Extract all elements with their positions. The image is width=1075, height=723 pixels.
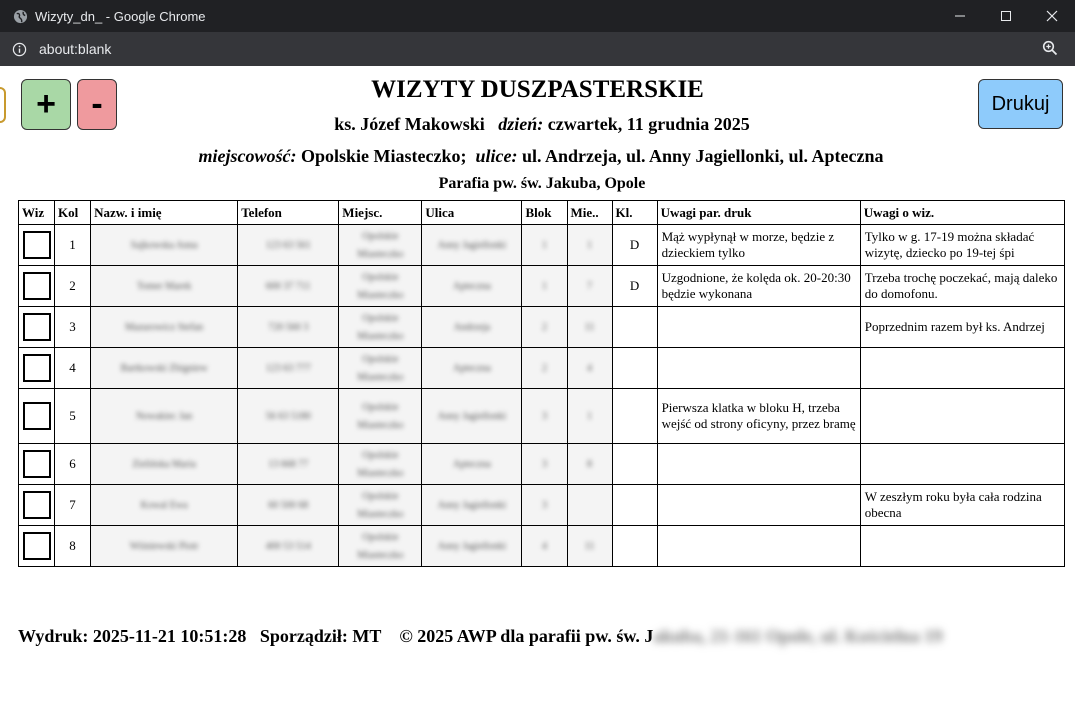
col-header-street: Ulica (422, 201, 522, 225)
maximize-icon[interactable] (983, 0, 1029, 32)
place-text: Opolskie Miasteczko (357, 231, 404, 260)
day-value: czwartek, 11 grudnia 2025 (547, 114, 750, 134)
place-text: Opolskie Miasteczko (357, 532, 404, 561)
col-header-note-print: Uwagi par. druk (657, 201, 860, 225)
priest-name: ks. Józef Makowski (334, 114, 485, 134)
phone-cell (238, 266, 339, 307)
block-cell (522, 444, 567, 485)
note-visit-cell (860, 389, 1064, 444)
parish-name: Parafia pw. św. Jakuba, Opole (438, 175, 646, 192)
class-cell (612, 485, 657, 526)
col-header-block: Blok (522, 201, 567, 225)
note-print-cell: Mąż wypłynął w morze, będzie z dzieckiem tylko (657, 225, 860, 266)
visit-checkbox[interactable] (23, 532, 51, 560)
location-line (0, 146, 1075, 167)
visit-checkbox[interactable] (23, 272, 51, 300)
street-text: Apteczna (453, 281, 491, 292)
phone-text: 123 63 777 (265, 363, 311, 374)
flat-text: 11 (584, 322, 595, 333)
visit-checkbox-cell[interactable] (19, 389, 55, 444)
name-cell (91, 225, 238, 266)
block-cell (522, 266, 567, 307)
kol-cell: 4 (55, 348, 91, 389)
phone-cell (238, 307, 339, 348)
print-button[interactable]: Drukuj (978, 79, 1063, 129)
place-cell (339, 225, 422, 266)
street-text: Anny Jagiellonki (437, 411, 507, 422)
note-print-cell (657, 526, 860, 567)
flat-text: 7 (587, 281, 593, 292)
phone-cell (238, 444, 339, 485)
place-text: Opolskie Miasteczko (357, 272, 404, 301)
block-text: 3 (541, 500, 547, 511)
street-text: Anny Jagiellonki (437, 541, 507, 552)
zoom-icon[interactable] (1042, 40, 1060, 58)
street-text: Anny Jagiellonki (437, 240, 507, 251)
street-text: Anny Jagiellonki (437, 500, 507, 511)
copyright-text: © 2025 AWP dla parafii pw. św. J (399, 626, 654, 646)
flat-text: 1 (587, 411, 593, 422)
visit-checkbox[interactable] (23, 491, 51, 519)
note-print-cell: Uzgodnione, że kolęda ok. 20-20:30 będzie wykonana (657, 266, 860, 307)
block-cell (522, 307, 567, 348)
visit-checkbox-cell[interactable] (19, 266, 55, 307)
browser-title-bar (0, 0, 1075, 32)
name-cell (91, 485, 238, 526)
day-label: dzień: (498, 114, 544, 134)
place-cell (339, 389, 422, 444)
block-text: 1 (541, 281, 547, 292)
minimize-icon[interactable] (937, 0, 983, 32)
name-cell (91, 444, 238, 485)
name-cell (91, 307, 238, 348)
table-row (19, 485, 1065, 526)
priest-and-day-line (0, 114, 1075, 135)
col-header-name: Nazw. i imię (91, 201, 238, 225)
name-text: Bartkowski Zbigniew (120, 363, 208, 374)
block-text: 2 (541, 363, 547, 374)
phone-text: 60 500 68 (268, 500, 309, 511)
block-text: 3 (541, 459, 547, 470)
place-cell (339, 307, 422, 348)
prepared-by: Sporządził: MT (259, 626, 382, 646)
name-text: Sajkowska Anna (130, 240, 198, 251)
note-visit-cell (860, 348, 1064, 389)
col-header-kol: Kol (55, 201, 91, 225)
flat-text: 8 (587, 459, 593, 470)
table-row (19, 526, 1065, 567)
visit-checkbox[interactable] (23, 231, 51, 259)
class-cell (612, 389, 657, 444)
add-button[interactable]: + (21, 79, 71, 130)
visit-checkbox-cell[interactable] (19, 444, 55, 485)
flat-cell (567, 485, 612, 526)
visit-checkbox[interactable] (23, 313, 51, 341)
phone-text: 123 63 561 (265, 240, 311, 251)
place-text: Opolskie Miasteczko (357, 354, 404, 383)
note-visit-cell: Trzeba trochę poczekać, mają daleko do domofonu. (860, 266, 1064, 307)
flat-text: 1 (587, 240, 593, 251)
name-text: Tomer Marek (136, 281, 192, 292)
place-text: Opolskie Miasteczko (357, 402, 404, 431)
print-footer (18, 626, 942, 647)
table-header-row (19, 201, 1065, 225)
class-cell: D (612, 225, 657, 266)
street-text: Apteczna (453, 459, 491, 470)
phone-cell (238, 348, 339, 389)
flat-cell (567, 444, 612, 485)
kol-cell: 5 (55, 389, 91, 444)
street-cell (422, 266, 522, 307)
visit-checkbox-cell[interactable] (19, 307, 55, 348)
place-text: Opolskie Miasteczko (357, 450, 404, 479)
copyright-address-blurred: akuba, 21-161 Opole, ul. Kościelna 19 (653, 626, 943, 646)
phone-text: 720 560 3 (268, 322, 309, 333)
name-cell (91, 266, 238, 307)
info-icon[interactable] (11, 41, 27, 57)
remove-button[interactable]: - (77, 79, 117, 130)
block-cell (522, 348, 567, 389)
street-cell (422, 225, 522, 266)
kol-cell: 7 (55, 485, 91, 526)
col-header-place: Miejsc. (339, 201, 422, 225)
name-text: Wiśniewski Piotr (129, 541, 199, 552)
street-cell (422, 307, 522, 348)
note-visit-cell: Poprzednim razem był ks. Andrzej (860, 307, 1064, 348)
table-row (19, 266, 1065, 307)
note-print-cell (657, 444, 860, 485)
flat-text: 4 (587, 363, 593, 374)
col-header-class: Kl. (612, 201, 657, 225)
table-row (19, 389, 1065, 444)
street-text: Andrzeja (453, 322, 491, 333)
note-visit-cell: W zeszłym roku była cała rodzina obecna (860, 485, 1064, 526)
block-cell (522, 225, 567, 266)
class-cell (612, 444, 657, 485)
col-header-note-visit: Uwagi o wiz. (860, 201, 1064, 225)
visit-checkbox[interactable] (23, 402, 51, 430)
place-cell (339, 526, 422, 567)
visits-table (18, 200, 1065, 567)
block-cell (522, 526, 567, 567)
block-cell (522, 485, 567, 526)
col-header-wiz: Wiz (19, 201, 55, 225)
note-print-cell (657, 348, 860, 389)
block-text: 1 (541, 240, 547, 251)
street-cell (422, 526, 522, 567)
place-text: Opolskie Miasteczko (357, 313, 404, 342)
note-visit-cell (860, 526, 1064, 567)
place-cell (339, 444, 422, 485)
phone-cell (238, 225, 339, 266)
place-cell (339, 348, 422, 389)
visit-checkbox-cell[interactable] (19, 526, 55, 567)
print-timestamp: Wydruk: 2025-11-21 10:51:28 (18, 626, 247, 646)
phone-text: 56 63 5180 (265, 411, 311, 422)
page-content (0, 66, 1075, 723)
col-header-flat: Mie.. (567, 201, 612, 225)
class-cell (612, 307, 657, 348)
kol-cell: 1 (55, 225, 91, 266)
place-cell (339, 485, 422, 526)
flat-text: 11 (584, 541, 595, 552)
place-text: Opolskie Miasteczko (357, 491, 404, 520)
visit-checkbox-cell[interactable] (19, 225, 55, 266)
url-text[interactable]: about:blank (39, 41, 112, 57)
block-text: 3 (541, 411, 547, 422)
block-cell (522, 389, 567, 444)
note-print-cell (657, 307, 860, 348)
table-row (19, 225, 1065, 266)
note-visit-cell: Tylko w g. 17-19 można składać wizytę, dziecko po 19-tej śpi (860, 225, 1064, 266)
name-text: Zielińska Maria (132, 459, 196, 470)
table-row (19, 307, 1065, 348)
flat-cell (567, 526, 612, 567)
phone-text: 400 53 514 (265, 541, 311, 552)
flat-cell (567, 266, 612, 307)
address-bar[interactable] (0, 32, 1075, 66)
flat-cell (567, 307, 612, 348)
streets-label: ulice: (475, 146, 518, 166)
place-value: Opolskie Miasteczko; (300, 146, 467, 166)
name-text: Mazurowicz Stefan (125, 322, 204, 333)
block-text: 2 (541, 322, 547, 333)
window-title: Wizyty_dn_ - Google Chrome (35, 8, 206, 24)
flat-cell (567, 389, 612, 444)
name-cell (91, 389, 238, 444)
street-cell (422, 444, 522, 485)
kol-cell: 8 (55, 526, 91, 567)
note-print-cell (657, 485, 860, 526)
class-cell: D (612, 266, 657, 307)
kol-cell: 3 (55, 307, 91, 348)
table-row (19, 444, 1065, 485)
page-title: WIZYTY DUSZPASTERSKIE (371, 76, 704, 103)
note-print-cell: Pierwsza klatka w bloku H, trzeba wejść od strony oficyny, przez bramę (657, 389, 860, 444)
name-cell (91, 348, 238, 389)
kol-cell: 6 (55, 444, 91, 485)
phone-cell (238, 389, 339, 444)
class-cell (612, 348, 657, 389)
street-text: Apteczna (453, 363, 491, 374)
street-cell (422, 348, 522, 389)
table-row (19, 348, 1065, 389)
name-cell (91, 526, 238, 567)
flat-cell (567, 225, 612, 266)
phone-text: 600 37 711 (265, 281, 311, 292)
flat-cell (567, 348, 612, 389)
streets-value: ul. Andrzeja, ul. Anny Jagiellonki, ul. Apteczna (521, 146, 884, 166)
note-visit-cell (860, 444, 1064, 485)
kol-cell: 2 (55, 266, 91, 307)
visit-checkbox-cell[interactable] (19, 485, 55, 526)
place-label: miejscowość: (198, 146, 297, 166)
street-cell (422, 485, 522, 526)
block-text: 4 (541, 541, 547, 552)
col-header-phone: Telefon (238, 201, 339, 225)
close-icon[interactable] (1029, 0, 1075, 32)
phone-text: 13 668 77 (268, 459, 309, 470)
name-text: Kowal Ewa (140, 500, 188, 511)
visit-checkbox-cell[interactable] (19, 348, 55, 389)
visit-checkbox[interactable] (23, 354, 51, 382)
phone-cell (238, 485, 339, 526)
visit-checkbox[interactable] (23, 450, 51, 478)
class-cell (612, 526, 657, 567)
name-text: Nowakiec Jan (135, 411, 193, 422)
street-cell (422, 389, 522, 444)
globe-icon (12, 8, 28, 24)
phone-cell (238, 526, 339, 567)
place-cell (339, 266, 422, 307)
